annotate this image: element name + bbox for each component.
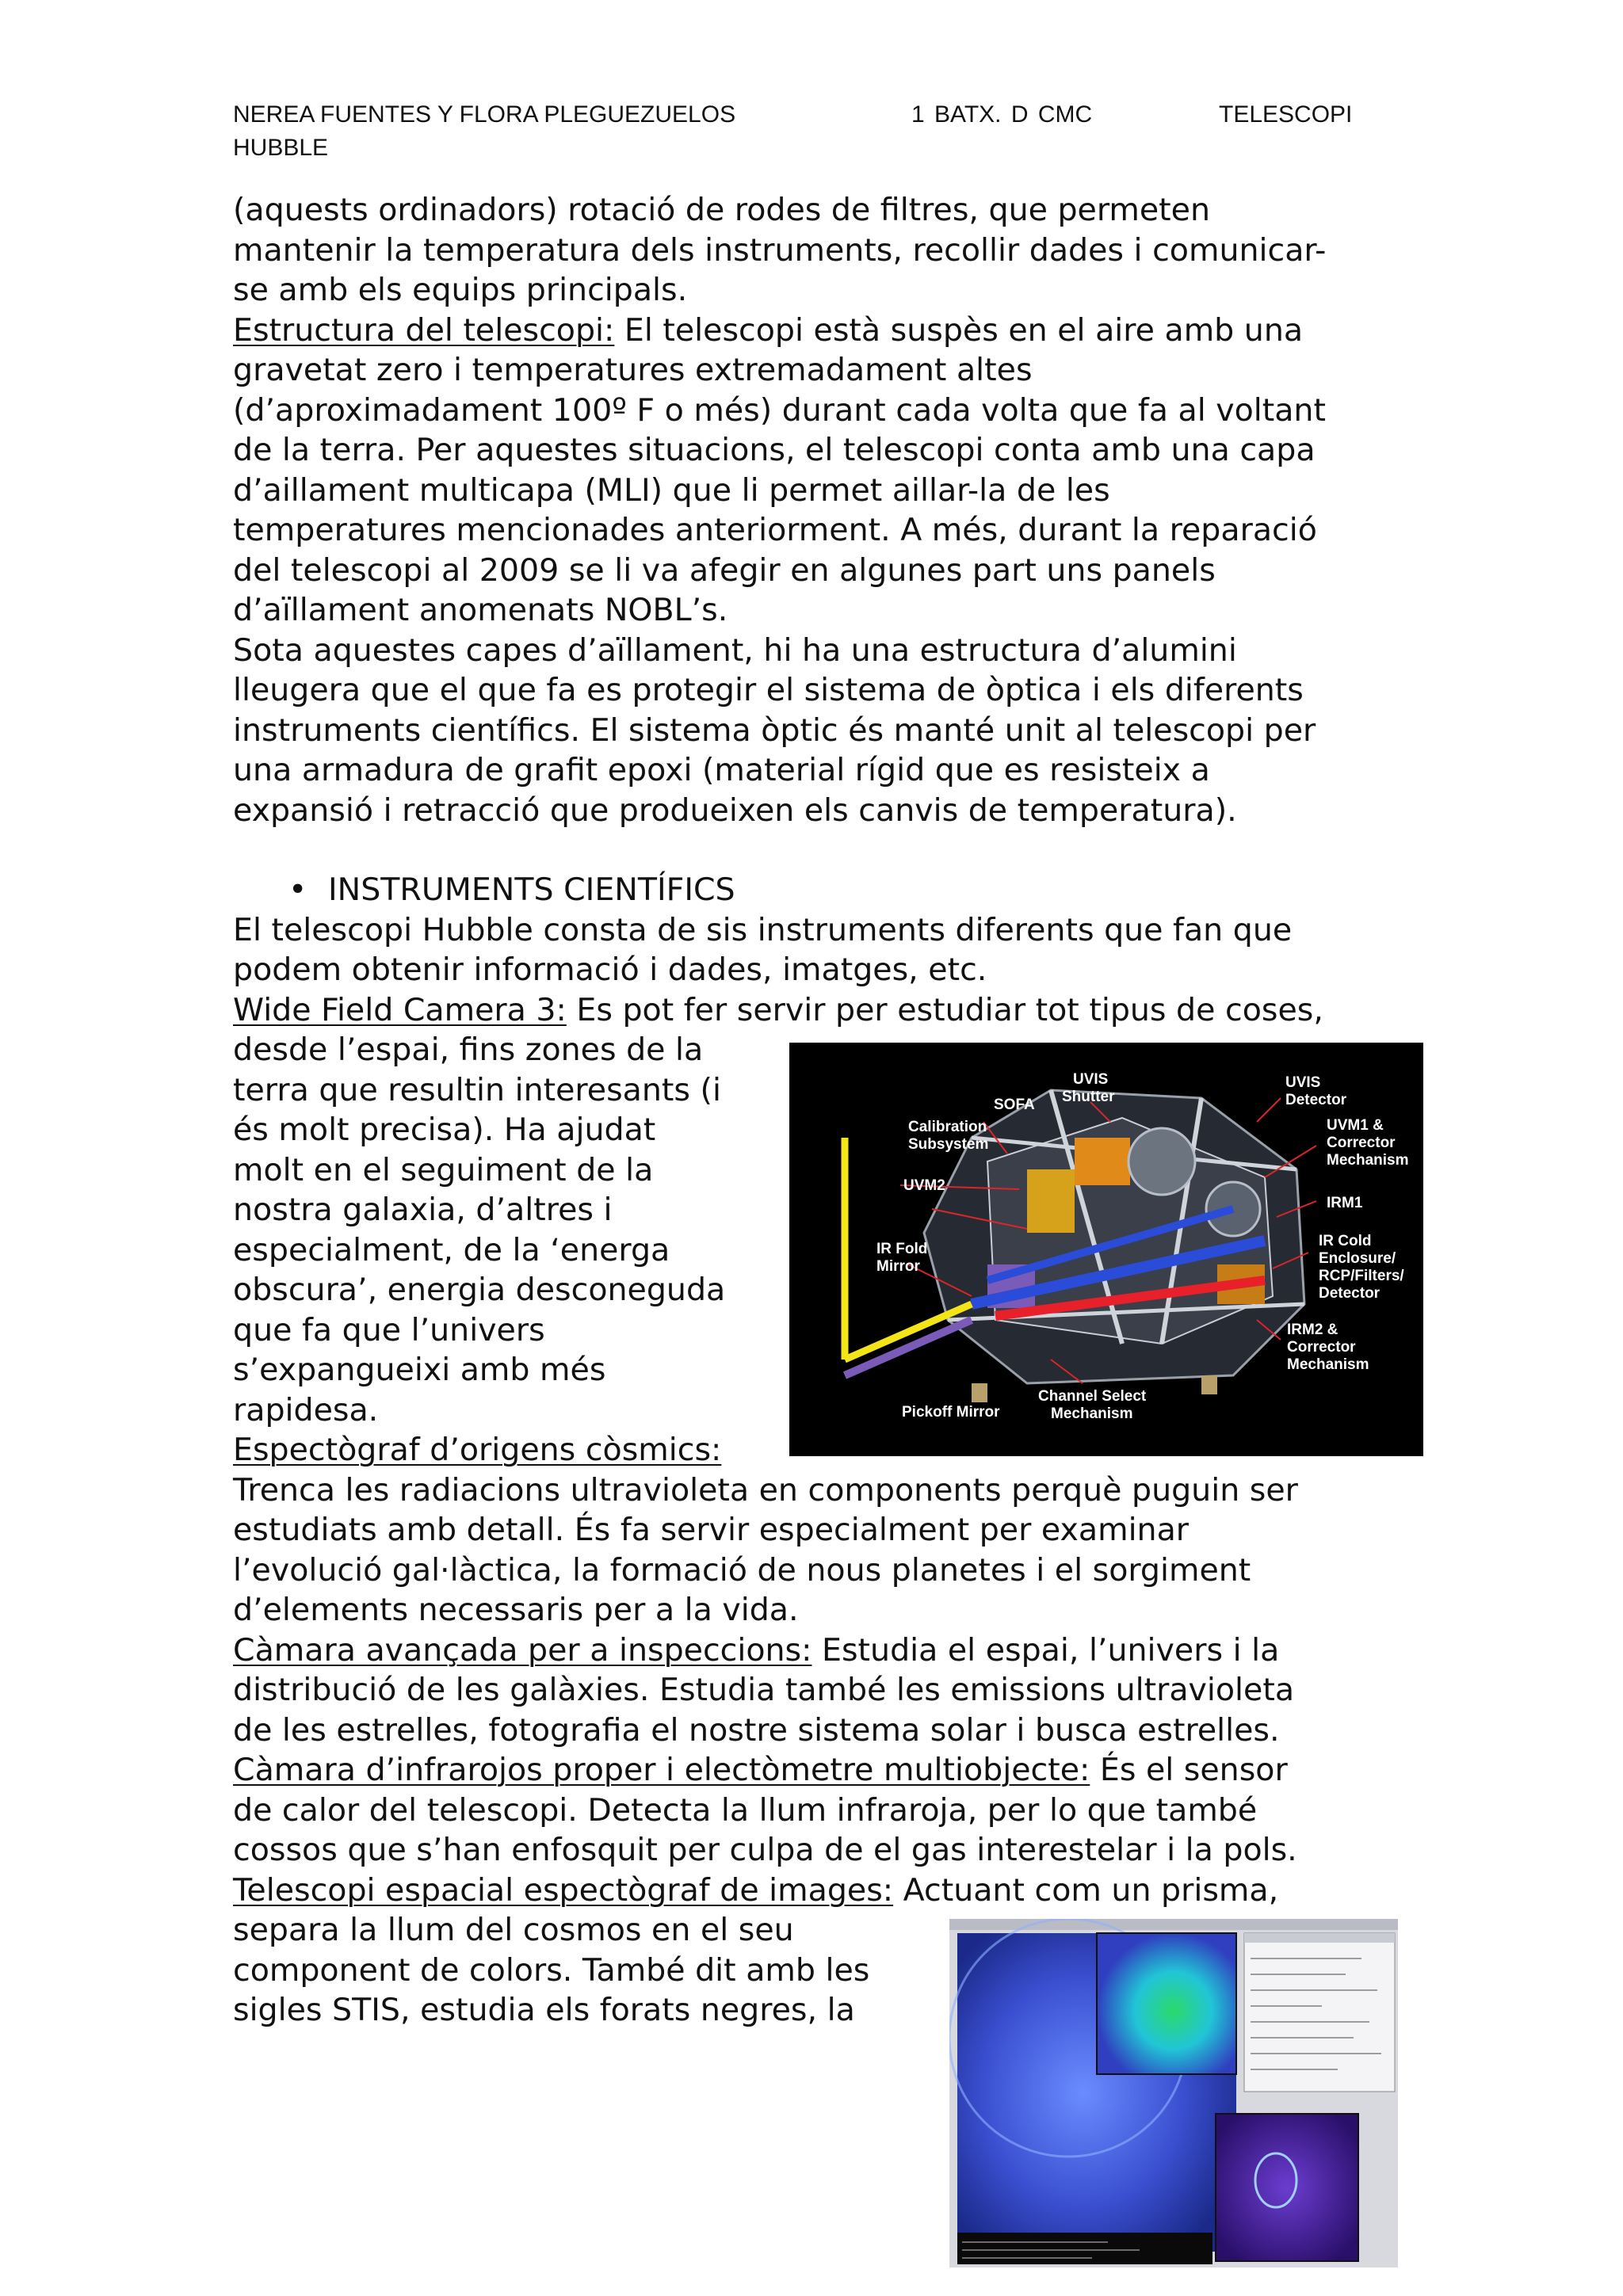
stis-paragraph-first-line (233, 1871, 1406, 1911)
body-line: expansió i retracció que produeixen els canvis de temperatura). (233, 791, 1237, 829)
stis-screenshot-svg (949, 1919, 1398, 2267)
yellow-component (1027, 1169, 1075, 1233)
label-calibration-subsystem: Subsystem (908, 1136, 989, 1153)
label-calibration-subsystem: Calibration (908, 1119, 987, 1135)
body-line: temperatures mencionades anteriorment. A més, durant la reparació (233, 512, 1317, 548)
label-ir-fold-mirror: IR Fold (876, 1241, 928, 1257)
acs-first-text: Estudia el espai, l’univers i la (812, 1631, 1280, 1669)
structure-paragraph-first-line (233, 311, 1406, 351)
body-line: de calor del telescopi. Detecta la llum infraroja, per lo que també (233, 1791, 1258, 1829)
console-window (1244, 1933, 1395, 2092)
body-line: cossos que s’han enfosquit per culpa de el gas interestelar i la pols. (233, 1832, 1297, 1868)
body-line: (aquests ordinadors) rotació de rodes de filtres, que permeten (233, 192, 1211, 228)
terminal-strip (957, 2233, 1212, 2264)
acs-paragraph-first-line (233, 1630, 1406, 1671)
body-line: mantenir la temperatura dels instruments, recollir dades i comunicar- (233, 231, 1327, 269)
label-channel-select: Channel Select (1038, 1388, 1147, 1405)
body-line: del telescopi al 2009 se li va afegir en algunes part uns panels (233, 551, 1216, 589)
label-irm1: IRM1 (1327, 1195, 1363, 1211)
body-line: d’aillament multicapa (MLI) que li permet aillar-la de les (233, 471, 1110, 509)
label-ir-cold-enclosure: RCP/Filters/ (1319, 1268, 1404, 1284)
acs-heading: Càmara avançada per a inspeccions: (233, 1631, 812, 1669)
bullet-marker: • (288, 871, 307, 908)
nicmos-paragraph-first-line (233, 1750, 1406, 1791)
paragraph-gap (233, 830, 1406, 870)
header-authors: NEREA FUENTES Y FLORA PLEGUEZUELOS (233, 101, 736, 128)
body-line: instruments científics. El sistema òptic és manté unit al telescopi per (233, 711, 1316, 749)
body-line: gravetat zero i temperatures extremadament altes (233, 352, 1033, 388)
wfc3-diagram-image (789, 1043, 1423, 1456)
wfc3-heading: Wide Field Camera 3: (233, 991, 567, 1028)
body-line: sigles STIS, estudia els forats negres, la (233, 1992, 855, 2028)
section-title: INSTRUMENTS CIENTÍFICS (328, 871, 735, 908)
stis-first-text: Actuant com un prisma, (893, 1871, 1279, 1909)
body-line: d’aïllament anomenats NOBL’s. (233, 592, 728, 628)
body-line: nostra galaxia, d’altres i (233, 1192, 613, 1228)
body-line: s’expangueixi amb més (233, 1352, 606, 1388)
label-uvis-detector: Detector (1285, 1092, 1347, 1108)
stis-heading: Telescopi espacial espectògraf de images: (233, 1871, 894, 1909)
body-line: desde l’espai, fins zones de la (233, 1032, 704, 1068)
filter-wheel (1128, 1128, 1195, 1195)
wfc3-first-text: Es pot fer servir per estudiar tot tipus de coses, (566, 991, 1323, 1028)
top-menu-bar (949, 1919, 1398, 1930)
body-line: estudiats amb detall. És fa servir especialment per examinar (233, 1512, 1190, 1548)
body-line: Sota aquestes capes d’aïllament, hi ha una estructura d’alumini (233, 631, 1237, 669)
wfc3-paragraph-first-line (233, 990, 1406, 1031)
label-uvis-shutter: Shutter (1062, 1089, 1115, 1105)
header-subject: TELESCOPI (1219, 101, 1353, 128)
body-line: El telescopi Hubble consta de sis instruments diferents que fan que (233, 911, 1293, 948)
body-line: (d’aproximadament 100º F o més) durant cada volta que fa al voltant (233, 391, 1326, 429)
mount-foot (972, 1383, 987, 1402)
label-ir-fold-mirror: Mirror (876, 1258, 920, 1275)
body-line: rapidesa. (233, 1391, 379, 1428)
nicmos-first-text: És el sensor (1090, 1752, 1288, 1788)
label-uvis-detector: UVIS (1285, 1074, 1321, 1091)
structure-first-text: El telescopi està suspès en el aire amb una (614, 311, 1304, 349)
nicmos-heading: Càmara d’infrarojos proper i electòmetre multiobjecte: (233, 1752, 1090, 1788)
body-line: d’elements necessaris per a la vida. (233, 1592, 799, 1628)
body-line: Trenca les radiacions ultravioleta en components perquè puguin ser (233, 1471, 1298, 1508)
mount-foot (1201, 1375, 1217, 1394)
body-line: especialment, de la ‘energa (233, 1231, 670, 1268)
body-line: de la terra. Per aquestes situacions, el telescopi conta amb una capa (233, 432, 1316, 468)
label-irm2-corrector: IRM2 & (1287, 1322, 1338, 1338)
section-bullet-item (233, 870, 1406, 910)
label-uvis-shutter: UVIS (1073, 1071, 1109, 1088)
body-line: l’evolució gal·làctica, la formació de nous planetes i el sorgiment (233, 1551, 1251, 1589)
label-uvm1-corrector: Mechanism (1327, 1152, 1409, 1169)
label-ir-cold-enclosure: Detector (1319, 1285, 1381, 1302)
wfc3-diagram-svg (789, 1043, 1423, 1456)
body-line: podem obtenir informació i dades, imatges, etc. (233, 952, 987, 988)
body-line: molt en el seguiment de la (233, 1151, 654, 1188)
body-line: una armadura de grafit epoxi (material rígid que es resisteix a (233, 752, 1210, 788)
label-uvm2: UVM2 (903, 1177, 945, 1194)
body-line: és molt precisa). Ha ajudat (233, 1112, 656, 1148)
orange-component (1075, 1138, 1130, 1185)
inset-window (1216, 2114, 1358, 2261)
label-ir-cold-enclosure: Enclosure/ (1319, 1250, 1396, 1267)
cos-heading: Espectògraf d’origens còsmics: (233, 1432, 722, 1468)
body-line: se amb els equips principals. (233, 272, 688, 308)
header-subject-continued: HUBBLE (233, 135, 329, 161)
body-line: obscura’, energia desconeguda (233, 1272, 726, 1308)
label-sofa: SOFA (994, 1097, 1035, 1113)
body-line: de les estrelles, fotografia el nostre sistema solar i busca estrelles. (233, 1711, 1280, 1749)
label-pickoff-mirror: Pickoff Mirror (902, 1404, 1000, 1421)
console-titlebar (1244, 1933, 1395, 1943)
label-channel-select: Mechanism (1051, 1405, 1133, 1422)
body-line: lleugera que el que fa es protegir el sistema de òptica i els diferents (233, 672, 1304, 708)
stis-screenshot-image (949, 1919, 1398, 2267)
body-line: terra que resultin interesants (i (233, 1071, 721, 1108)
structure-heading: Estructura del telescopi: (233, 311, 615, 349)
label-ir-cold-enclosure: IR Cold (1319, 1233, 1372, 1249)
label-uvm1-corrector: Corrector (1327, 1135, 1396, 1151)
label-uvm1-corrector: UVM1 & (1327, 1117, 1384, 1134)
body-line: que fa que l’univers (233, 1311, 545, 1348)
label-irm2-corrector: Mechanism (1287, 1356, 1369, 1373)
body-line: separa la llum del cosmos en el seu (233, 1912, 794, 1948)
label-irm2-corrector: Corrector (1287, 1339, 1356, 1356)
zoom-window (1097, 1933, 1236, 2074)
body-line: distribució de les galàxies. Estudia també les emissions ultravioleta (233, 1672, 1295, 1708)
header-class: 1 BATX. D CMC (911, 101, 1093, 128)
body-line: component de colors. També dit amb les (233, 1951, 870, 1989)
